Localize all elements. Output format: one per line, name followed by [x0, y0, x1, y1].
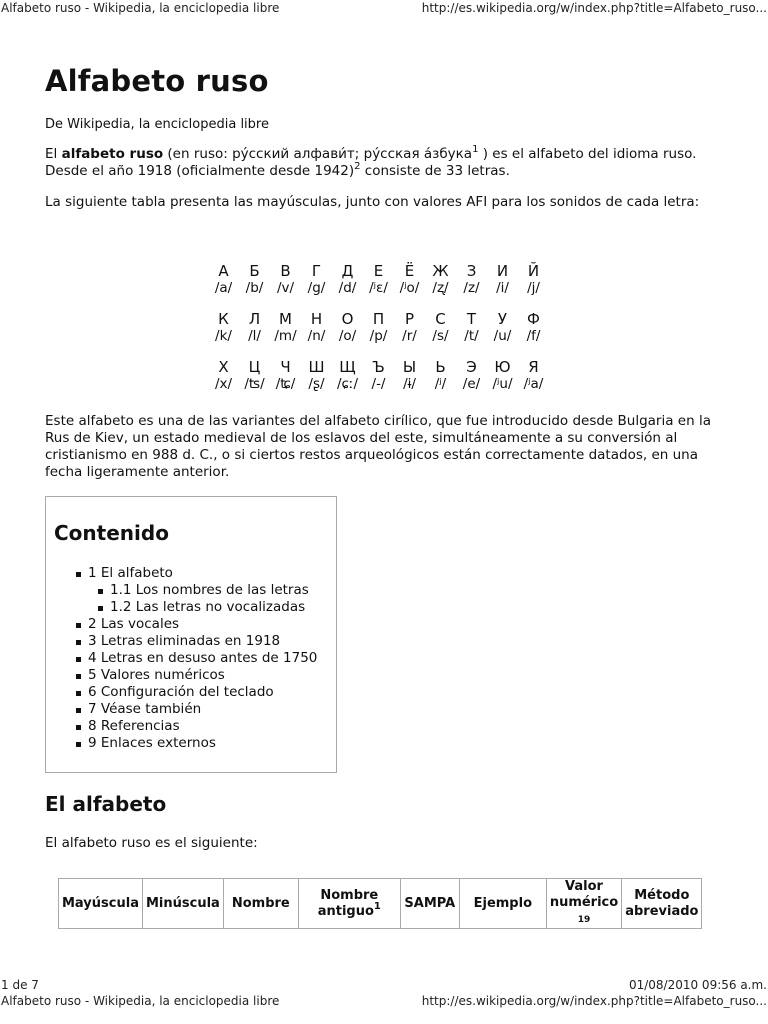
cyrillic-letter: В — [280, 262, 291, 280]
ipa-value[interactable]: /z/ — [463, 280, 480, 296]
toc-item[interactable] — [75, 718, 317, 735]
cyrillic-letter: З — [466, 262, 477, 280]
col-header-sampa-label: SAMPA — [404, 895, 456, 911]
cyrillic-letter: Ф — [527, 310, 540, 328]
alphabet-ipa-row — [208, 328, 549, 350]
page-subtitle: De Wikipedia, la enciclopedia libre — [45, 117, 269, 132]
ipa-value[interactable]: /a/ — [214, 280, 233, 296]
bullet-square-icon — [76, 623, 81, 628]
col-header-nombre-antiguo-l2: antiguo — [317, 903, 374, 919]
col-header-valor-numerico — [546, 879, 621, 929]
footer-page-count: 1 de 7 — [1, 978, 39, 992]
table-intro-paragraph: La siguiente tabla presenta las mayúsculas, junto con valores AFI para los sonidos de cada letra: — [45, 194, 700, 210]
ipa-value[interactable]: /l/ — [248, 328, 261, 344]
col-header-valor-l1: Valor — [565, 879, 603, 894]
col-header-minuscula — [142, 879, 223, 929]
cyrillic-letter: Ы — [402, 358, 417, 376]
print-footer — [0, 976, 768, 1024]
toc-item-label[interactable]: 5 Valores numéricos — [88, 667, 225, 683]
section-heading-el-alfabeto: El alfabeto — [45, 792, 167, 816]
cyrillic-letter: Л — [248, 310, 261, 328]
intro-bold-term: alfabeto ruso — [61, 146, 164, 162]
bullet-square-icon — [98, 589, 103, 594]
toc-item[interactable] — [75, 633, 317, 650]
footnote-ref-antiguo[interactable]: 1 — [373, 900, 381, 912]
toc-item-label[interactable]: 9 Enlaces externos — [88, 735, 216, 751]
bullet-square-icon — [76, 657, 81, 662]
ipa-value[interactable]: /x/ — [214, 376, 233, 392]
cyrillic-letter: Т — [466, 310, 477, 328]
toc-item-label[interactable]: 2 Las vocales — [88, 616, 180, 632]
alphabet-ipa-table — [208, 254, 549, 398]
intro-text-b: (en ruso: ру́сский алфави́т; ру́сская а́збука — [163, 146, 473, 162]
toc-item[interactable] — [75, 616, 317, 633]
toc-item-label[interactable]: 3 Letras eliminadas en 1918 — [88, 633, 281, 649]
toc-list — [75, 565, 317, 752]
header-url: http://es.wikipedia.org/w/index.php?title=Alfabeto_ruso... — [421, 1, 767, 15]
cyrillic-letter: Ш — [308, 358, 325, 376]
toc-item-label[interactable]: 8 Referencias — [88, 718, 180, 734]
toc-item-label[interactable]: 7 Véase también — [88, 701, 202, 717]
alphabet-ipa-row — [208, 376, 549, 398]
bullet-square-icon — [76, 674, 81, 679]
alphabet-letter-row — [208, 254, 549, 280]
cyrillic-letter: Ю — [494, 358, 511, 376]
bullet-square-icon — [76, 572, 81, 577]
toc-item[interactable] — [97, 582, 317, 599]
ipa-value[interactable]: /ɨ/ — [403, 376, 416, 392]
footer-page-title: Alfabeto ruso - Wikipedia, la enciclopedia libre — [1, 994, 280, 1008]
cyrillic-letter: Э — [466, 358, 477, 376]
cyrillic-letter: Я — [528, 358, 539, 376]
footnote-ref-valor[interactable]: 19 — [577, 915, 591, 925]
ipa-value[interactable]: /b/ — [245, 280, 264, 296]
ipa-value[interactable]: /p/ — [369, 328, 388, 344]
ipa-value[interactable]: /ʲa/ — [523, 376, 544, 392]
toc-item-label[interactable]: 1 El alfabeto — [88, 565, 173, 581]
ipa-value[interactable]: /ʂ/ — [308, 376, 325, 392]
ipa-value[interactable]: /i/ — [496, 280, 509, 296]
cyrillic-letter: Щ — [339, 358, 356, 376]
footnote-ref-1[interactable]: 1 — [472, 144, 479, 155]
cyrillic-letter: Ц — [248, 358, 261, 376]
ipa-value[interactable]: /-/ — [371, 376, 386, 392]
ipa-value[interactable]: /ʨ/ — [275, 376, 296, 392]
toc-item-label[interactable]: 1.1 Los nombres de las letras — [110, 582, 309, 598]
cyrillic-letter: И — [496, 262, 509, 280]
col-header-metodo-abreviado — [622, 879, 702, 929]
col-header-nombre — [223, 879, 298, 929]
ipa-value[interactable]: /m/ — [274, 328, 297, 344]
toc-item[interactable] — [75, 735, 317, 752]
intro-paragraph — [45, 146, 725, 180]
ipa-value[interactable]: /ʲu/ — [492, 376, 513, 392]
intro-text-c: ) es el alfabeto del idioma ruso. Desde el año 1918 (oficialmente desde 1942) — [45, 146, 697, 179]
cyrillic-letter: Б — [249, 262, 260, 280]
header-page-title: Alfabeto ruso - Wikipedia, la enciclopedia libre — [1, 1, 280, 15]
cyrillic-letter: Х — [218, 358, 229, 376]
ipa-value[interactable]: /f/ — [526, 328, 541, 344]
cyrillic-letter: Д — [341, 262, 354, 280]
toc-title: Contenido — [54, 521, 169, 545]
ipa-value[interactable]: /s/ — [432, 328, 449, 344]
ipa-value[interactable]: /ɕː/ — [336, 376, 359, 392]
cyrillic-letter: П — [372, 310, 385, 328]
bullet-square-icon — [76, 708, 81, 713]
cyrillic-letter: Ъ — [372, 358, 385, 376]
article-body — [45, 62, 725, 211]
bullet-square-icon — [76, 691, 81, 696]
cyrillic-letter: Н — [310, 310, 323, 328]
ipa-value[interactable]: /k/ — [215, 328, 232, 344]
bullet-square-icon — [76, 725, 81, 730]
col-header-ejemplo-label: Ejemplo — [473, 895, 533, 911]
cyrillic-letter: Р — [404, 310, 415, 328]
section-intro-text: El alfabeto ruso es el siguiente: — [45, 835, 258, 851]
col-header-nombre-antiguo-l1: Nombre — [320, 887, 379, 903]
alphabet-letter-row — [208, 302, 549, 328]
table-of-contents — [45, 496, 337, 773]
col-header-mayuscula — [59, 879, 143, 929]
ipa-value[interactable]: /t/ — [464, 328, 479, 344]
toc-item[interactable] — [75, 650, 317, 667]
toc-item-label[interactable]: 1.2 Las letras no vocalizadas — [110, 599, 306, 615]
table-header-row — [59, 879, 702, 929]
toc-item[interactable] — [75, 667, 317, 684]
cyrillic-letter: К — [218, 310, 229, 328]
ipa-value[interactable]: /ʐ/ — [432, 280, 449, 296]
ipa-value[interactable]: /u/ — [493, 328, 512, 344]
alphabet-ipa-row — [208, 280, 549, 302]
ipa-value[interactable]: /v/ — [276, 280, 295, 296]
col-header-valor-l2: numérico — [549, 895, 619, 910]
ipa-value[interactable]: /ʦ/ — [244, 376, 265, 392]
ipa-value[interactable]: /r/ — [402, 328, 417, 344]
intro-text-a: El — [45, 146, 62, 162]
alphabet-letter-row — [208, 350, 549, 376]
cyrillic-letter: Ь — [435, 358, 446, 376]
cyrillic-letter: О — [341, 310, 354, 328]
ipa-value[interactable]: /e/ — [462, 376, 481, 392]
cyrillic-letter: Й — [527, 262, 540, 280]
cyrillic-letter: Ч — [280, 358, 291, 376]
ipa-value[interactable]: /ʲo/ — [399, 280, 420, 296]
col-header-metodo-l2: abreviado — [625, 903, 699, 919]
col-header-mayuscula-label: Mayúscula — [62, 895, 139, 911]
page-title: Alfabeto ruso — [45, 64, 269, 98]
bullet-square-icon — [98, 606, 103, 611]
col-header-nombre-antiguo — [298, 879, 400, 929]
col-header-sampa — [400, 879, 459, 929]
footer-datetime: 01/08/2010 09:56 a.m. — [628, 978, 767, 992]
col-header-minuscula-label: Minúscula — [145, 895, 220, 911]
cyrillic-letter: Ж — [432, 262, 449, 280]
toc-item-label[interactable]: 6 Configuración del teclado — [88, 684, 274, 700]
history-paragraph: Este alfabeto es una de las variantes del alfabeto cirílico, que fue introducido desde Bulgaria en la Rus de Kiev, un estado medieval de los eslavos del este, simultáneamente a su conversión al cristianismo en 988 d. C., o si ciertos restos arqueológicos están correctamente datados, en una fecha ligeramente anterior. — [45, 413, 711, 480]
col-header-nombre-label: Nombre — [231, 895, 290, 911]
ipa-value[interactable]: /d/ — [338, 280, 357, 296]
cyrillic-letter: Ё — [404, 262, 415, 280]
ipa-value[interactable]: /n/ — [307, 328, 326, 344]
toc-item[interactable] — [75, 684, 317, 701]
toc-item[interactable] — [97, 599, 317, 616]
toc-item[interactable] — [75, 701, 317, 718]
ipa-value[interactable]: /o/ — [338, 328, 357, 344]
toc-item[interactable] — [75, 565, 317, 582]
footnote-ref-2[interactable]: 2 — [354, 161, 361, 172]
cyrillic-letter: С — [435, 310, 446, 328]
bullet-square-icon — [76, 640, 81, 645]
ipa-value[interactable]: /ʲ/ — [434, 376, 447, 392]
cyrillic-letter: А — [218, 262, 229, 280]
bullet-square-icon — [76, 742, 81, 747]
footer-url: http://es.wikipedia.org/w/index.php?title=Alfabeto_ruso... — [421, 994, 767, 1008]
ipa-value[interactable]: /g/ — [307, 280, 326, 296]
cyrillic-letter: У — [497, 310, 508, 328]
ipa-value[interactable]: /ʲɛ/ — [369, 280, 388, 296]
intro-text-d: consiste de 33 letras. — [360, 163, 510, 179]
article-body-2 — [45, 413, 725, 481]
cyrillic-letter: М — [279, 310, 292, 328]
print-header — [0, 0, 768, 18]
col-header-ejemplo — [459, 879, 546, 929]
cyrillic-letter: Г — [311, 262, 322, 280]
cyrillic-letter: Е — [373, 262, 384, 280]
alphabet-main-table — [58, 878, 702, 929]
toc-item-label[interactable]: 4 Letras en desuso antes de 1750 — [88, 650, 318, 666]
col-header-metodo-l1: Método — [634, 887, 690, 903]
ipa-value[interactable]: /j/ — [527, 280, 540, 296]
